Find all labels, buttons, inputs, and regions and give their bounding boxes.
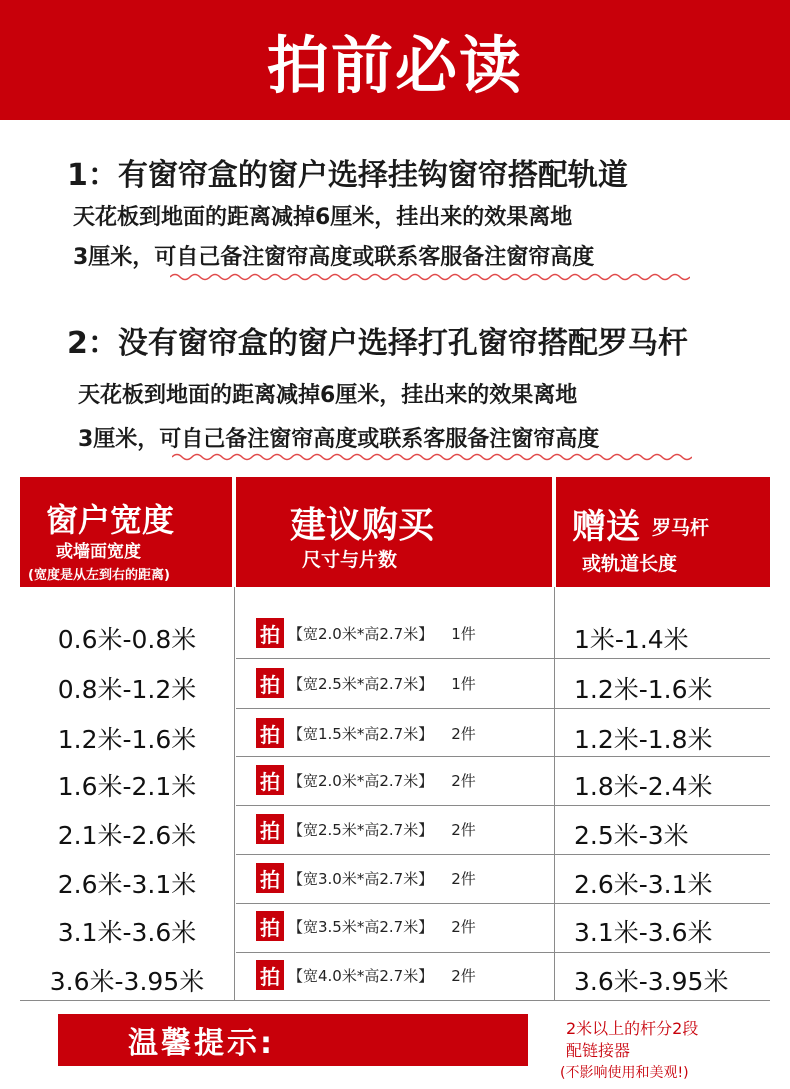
tip-bar xyxy=(58,1014,528,1066)
section-2-title: 2：没有窗帘盒的窗户选择打孔窗帘搭配罗马杆 xyxy=(67,326,688,361)
table-row xyxy=(0,905,790,953)
tip-note-line-3: (不影响使用和美观!) xyxy=(560,1065,689,1081)
gift-length-cell: 2.6米-3.1米 xyxy=(574,870,713,899)
table-row xyxy=(0,662,790,710)
section-1-line-2: 3厘米，可自己备注窗帘高度或联系客服备注窗帘高度 xyxy=(73,245,595,270)
header-gift xyxy=(556,477,770,587)
gift-length-cell: 3.1米-3.6米 xyxy=(574,918,713,947)
window-width-cell: 0.8米-1.2米 xyxy=(57,675,197,704)
header-window-width xyxy=(20,477,232,587)
purchase-cell xyxy=(256,863,476,893)
header-window-width-sub: 或墙面宽度 xyxy=(56,542,141,562)
quantity: 2件 xyxy=(451,966,476,985)
buy-badge[interactable]: 拍 xyxy=(256,814,284,844)
purchase-cell xyxy=(256,814,476,844)
header-window-width-title: 窗户宽度 xyxy=(46,501,175,539)
table-row xyxy=(0,808,790,856)
page-title: 拍前必读 xyxy=(266,28,523,102)
window-width-cell: 3.1米-3.6米 xyxy=(57,918,197,947)
tip-label: 温馨提示: xyxy=(128,1026,275,1061)
buy-badge[interactable]: 拍 xyxy=(256,863,284,893)
window-width-cell: 2.1米-2.6米 xyxy=(57,821,197,850)
gift-length-cell: 1.8米-2.4米 xyxy=(574,772,713,801)
row-divider xyxy=(236,708,770,709)
purchase-cell xyxy=(256,718,476,748)
header-suggested-purchase-sub: 尺寸与片数 xyxy=(302,549,398,571)
row-divider xyxy=(236,805,770,806)
window-width-cell: 0.6米-0.8米 xyxy=(57,625,197,654)
buy-badge[interactable]: 拍 xyxy=(256,618,284,648)
header-gift-sub: 或轨道长度 xyxy=(582,553,678,575)
quantity: 2件 xyxy=(451,771,476,790)
window-width-cell: 1.2米-1.6米 xyxy=(57,725,197,754)
quantity: 2件 xyxy=(451,724,476,743)
quantity: 2件 xyxy=(451,820,476,839)
gift-length-cell: 1.2米-1.6米 xyxy=(574,675,713,704)
row-divider xyxy=(236,756,770,757)
window-width-cell: 3.6米-3.95米 xyxy=(49,967,205,996)
row-divider xyxy=(236,952,770,953)
header-suggested-purchase-title: 建议购买 xyxy=(290,505,435,546)
size-spec: 【宽2.0米*高2.7米】 xyxy=(288,771,434,790)
header-suggested-purchase xyxy=(236,477,552,587)
gift-length-cell: 1.2米-1.8米 xyxy=(574,725,713,754)
section-1-title: 1：有窗帘盒的窗户选择挂钩窗帘搭配轨道 xyxy=(67,158,628,193)
size-spec: 【宽2.5米*高2.7米】 xyxy=(288,820,434,839)
quantity: 2件 xyxy=(451,869,476,888)
window-width-cell: 1.6米-2.1米 xyxy=(57,772,197,801)
buy-badge[interactable]: 拍 xyxy=(256,668,284,698)
purchase-cell xyxy=(256,911,476,941)
tip-note-line-1: 2米以上的杆分2段 xyxy=(566,1019,699,1038)
table-row xyxy=(0,712,790,760)
purchase-cell xyxy=(256,960,476,990)
row-divider xyxy=(236,658,770,659)
section-2-line-1: 天花板到地面的距离减掉6厘米，挂出来的效果离地 xyxy=(78,383,578,408)
section-1-line-1: 天花板到地面的距离减掉6厘米，挂出来的效果离地 xyxy=(73,205,573,230)
gift-length-cell: 2.5米-3米 xyxy=(574,821,689,850)
header-gift-title: 赠送 xyxy=(572,507,640,547)
size-spec: 【宽2.0米*高2.7米】 xyxy=(288,624,434,643)
purchase-cell xyxy=(256,618,476,648)
purchase-cell xyxy=(256,765,476,795)
quantity: 1件 xyxy=(451,624,476,643)
size-spec: 【宽1.5米*高2.7米】 xyxy=(288,724,434,743)
section-2-wavy-underline xyxy=(172,452,692,462)
gift-length-cell: 3.6米-3.95米 xyxy=(574,967,729,996)
table-row xyxy=(0,759,790,807)
buy-badge[interactable]: 拍 xyxy=(256,718,284,748)
tip-note-line-2: 配链接器 xyxy=(566,1041,631,1060)
size-spec: 【宽2.5米*高2.7米】 xyxy=(288,674,434,693)
quantity: 1件 xyxy=(451,674,476,693)
purchase-cell xyxy=(256,668,476,698)
size-spec: 【宽3.5米*高2.7米】 xyxy=(288,917,434,936)
header-gift-title-small: 罗马杆 xyxy=(652,517,710,539)
buy-badge[interactable]: 拍 xyxy=(256,911,284,941)
buy-badge[interactable]: 拍 xyxy=(256,960,284,990)
row-divider xyxy=(20,1000,770,1001)
window-width-cell: 2.6米-3.1米 xyxy=(57,870,197,899)
table-row xyxy=(0,954,790,1002)
buy-badge[interactable]: 拍 xyxy=(256,765,284,795)
table-row xyxy=(0,612,790,660)
row-divider xyxy=(236,854,770,855)
header-window-width-note: (宽度是从左到右的距离) xyxy=(28,568,170,583)
section-2-line-2: 3厘米，可自己备注窗帘高度或联系客服备注窗帘高度 xyxy=(78,427,600,452)
size-spec: 【宽3.0米*高2.7米】 xyxy=(288,869,434,888)
size-spec: 【宽4.0米*高2.7米】 xyxy=(288,966,434,985)
page-banner xyxy=(0,0,790,120)
gift-length-cell: 1米-1.4米 xyxy=(574,625,689,654)
quantity: 2件 xyxy=(451,917,476,936)
section-1-wavy-underline xyxy=(170,272,690,282)
table-row xyxy=(0,857,790,905)
row-divider xyxy=(236,903,770,904)
